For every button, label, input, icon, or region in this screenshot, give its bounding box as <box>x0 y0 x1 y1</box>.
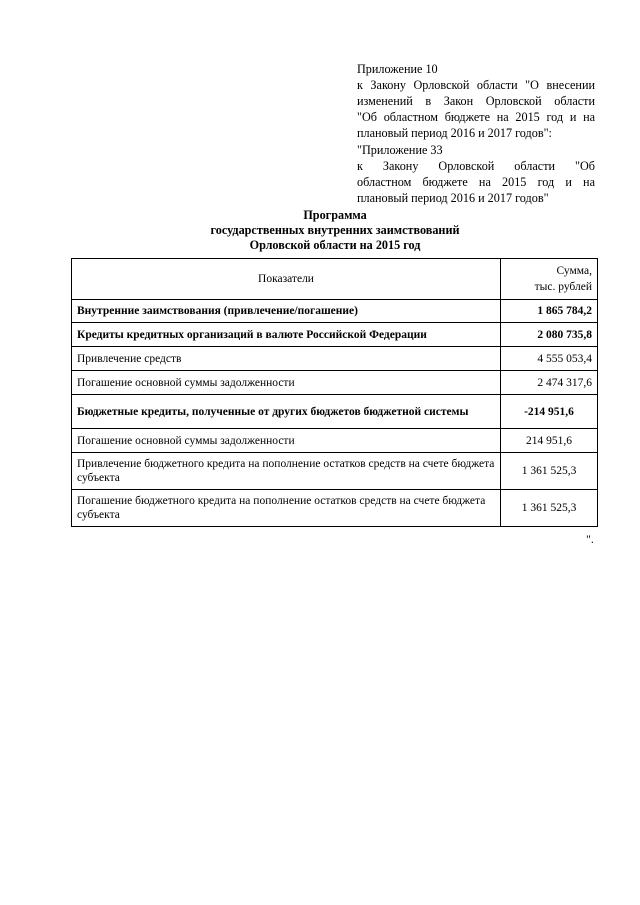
program-title <box>170 208 500 253</box>
appendix-10-line: к Закону Орловской области "О внесении <box>357 78 595 92</box>
appendix-10-line: плановый период 2016 и 2017 годов": <box>357 126 552 140</box>
title-line-3: Орловской области на 2015 год <box>249 238 421 252</box>
row-indicator: Привлечение средств <box>72 347 501 371</box>
row-indicator: Погашение основной суммы задолженности <box>72 429 501 453</box>
row-amount: 2 080 735,8 <box>501 323 598 347</box>
row-amount: 1 865 784,2 <box>501 300 598 323</box>
table-row <box>72 371 598 395</box>
title-line-1: Программа <box>303 208 367 222</box>
table-header-row <box>72 259 598 300</box>
title-line-2: государственных внутренних заимствований <box>210 223 460 237</box>
row-indicator: Привлечение бюджетного кредита на пополнение остатков средств на счете бюджета субъекта <box>72 453 501 490</box>
row-indicator: Внутренние заимствования (привлечение/погашение) <box>72 300 501 323</box>
header-amount-line-1: Сумма, <box>556 265 592 277</box>
table-row <box>72 453 598 490</box>
row-indicator: Кредиты кредитных организаций в валюте Российской Федерации <box>72 323 501 347</box>
table-row <box>72 300 598 323</box>
row-indicator: Погашение бюджетного кредита на пополнение остатков средств на счете бюджета субъекта <box>72 490 501 527</box>
row-amount: 1 361 525,3 <box>501 490 598 527</box>
header-amount <box>501 259 598 300</box>
row-indicator: Бюджетные кредиты, полученные от других бюджетов бюджетной системы <box>72 395 501 429</box>
table-row <box>72 347 598 371</box>
appendix-10-line: изменений в Закон Орловской области <box>357 94 595 108</box>
borrowing-table <box>71 258 598 527</box>
row-amount: 1 361 525,3 <box>501 453 598 490</box>
appendix-33-title: "Приложение 33 <box>357 143 443 157</box>
appendix-10-title: Приложение 10 <box>357 62 438 76</box>
row-indicator: Погашение основной суммы задолженности <box>72 371 501 395</box>
row-amount: 2 474 317,6 <box>501 371 598 395</box>
appendix-33-line: к Закону Орловской области "Об <box>357 159 595 173</box>
table-row <box>72 395 598 429</box>
row-amount: 4 555 053,4 <box>501 347 598 371</box>
table-row <box>72 323 598 347</box>
closing-quote-mark: ". <box>586 532 594 546</box>
table-row <box>72 429 598 453</box>
appendix-33-line: плановый период 2016 и 2017 годов" <box>357 191 549 205</box>
header-amount-line-2: тыс. рублей <box>534 281 592 293</box>
appendix-33-heading <box>357 142 595 206</box>
appendix-10-line: "Об областном бюджете на 2015 год и на <box>357 110 595 124</box>
row-amount: 214 951,6 <box>501 429 598 453</box>
appendix-10-heading <box>357 61 595 141</box>
table-row <box>72 490 598 527</box>
header-indicators: Показатели <box>72 259 501 300</box>
row-amount: -214 951,6 <box>501 395 598 429</box>
appendix-33-line: областном бюджете на 2015 год и на <box>357 175 595 189</box>
